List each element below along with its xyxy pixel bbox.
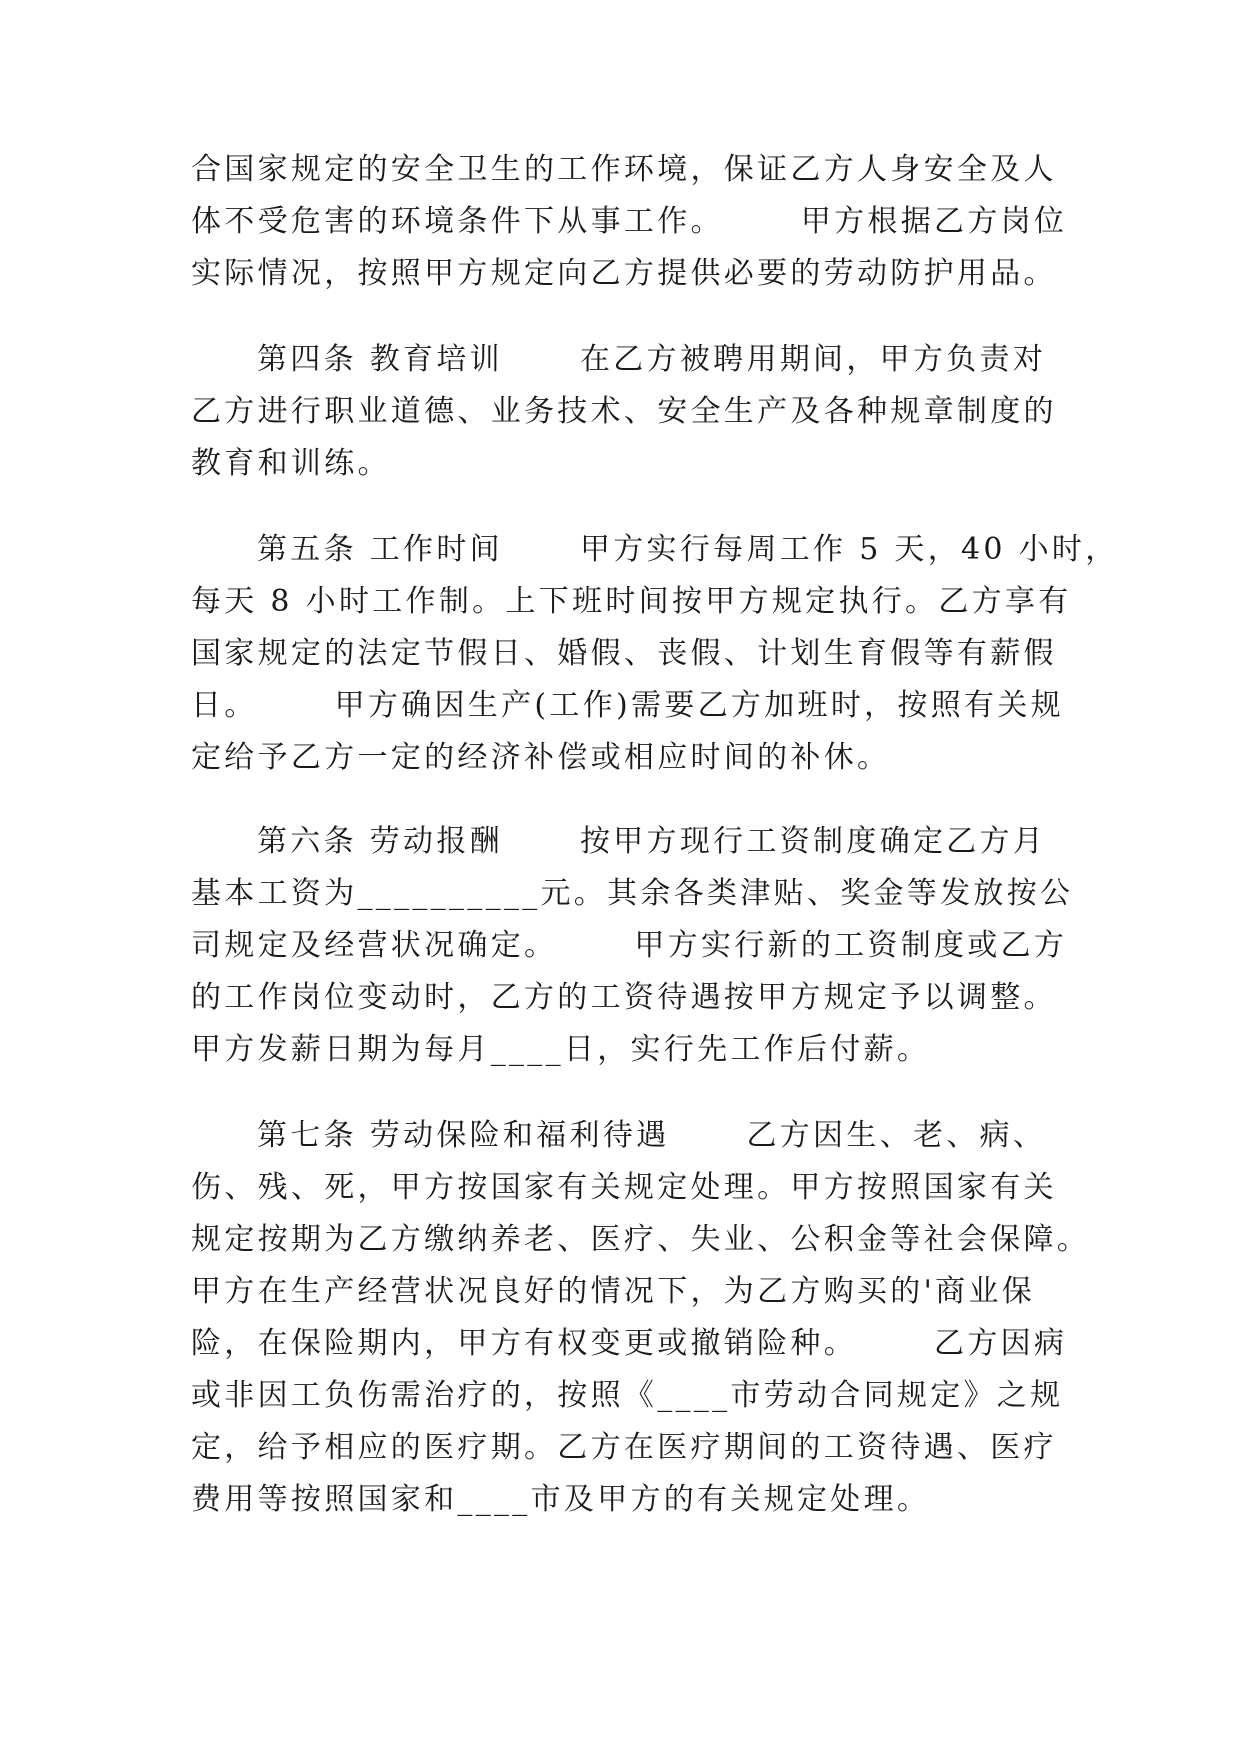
text-line: 险，在保险期内，甲方有权变更或撤销险种。 乙方因病 [191,1326,1068,1361]
text-line: 日。 甲方确因生产(工作)需要乙方加班时，按照有关规 [191,688,1064,723]
text-line: 教育和训练。 [191,446,391,481]
text-line: 或非因工负伤需治疗的，按照《____市劳动合同规定》之规 [191,1378,1064,1413]
text-line: 定给予乙方一定的经济补偿或相应时间的补休。 [191,740,891,775]
text-line: 实际情况，按照甲方规定向乙方提供必要的劳动防护用品。 [191,256,1057,291]
text-line: 费用等按照国家和____市及甲方的有关规定处理。 [191,1482,931,1517]
text-line: 甲方在生产经营状况良好的情况下，为乙方购买的'商业保 [191,1274,1036,1309]
text-line: 规定按期为乙方缴纳养老、医疗、失业、公积金等社会保障。 [191,1222,1091,1257]
text-line: 的工作岗位变动时，乙方的工资待遇按甲方规定予以调整。 [191,980,1057,1015]
text-line: 国家规定的法定节假日、婚假、丧假、计划生育假等有薪假 [191,636,1057,671]
text-line: 基本工资为__________元。其余各类津贴、奖金等发放按公 [191,876,1074,911]
article-5-heading-line: 第五条 工作时间 甲方实行每周工作 5 天，40 小时， [257,532,1119,567]
text-line: 伤、残、死，甲方按国家有关规定处理。甲方按照国家有关 [191,1170,1057,1205]
text-line: 体不受危害的环境条件下从事工作。 甲方根据乙方岗位 [191,204,1068,239]
text-line: 甲方发薪日期为每月____日，实行先工作后付薪。 [191,1032,931,1067]
text-line: 司规定及经营状况确定。 甲方实行新的工资制度或乙方 [191,928,1068,963]
text-line: 定，给予相应的医疗期。乙方在医疗期间的工资待遇、医疗 [191,1430,1057,1465]
article-4-heading-line: 第四条 教育培训 在乙方被聘用期间，甲方负责对 [257,342,1047,377]
article-7-heading-line: 第七条 劳动保险和福利待遇 乙方因生、老、病、 [257,1118,1047,1153]
text-line: 合国家规定的安全卫生的工作环境，保证乙方人身安全及人 [191,152,1057,187]
text-line: 每天 8 小时工作制。上下班时间按甲方规定执行。乙方享有 [191,584,1072,619]
article-6-heading-line: 第六条 劳动报酬 按甲方现行工资制度确定乙方月 [257,824,1047,859]
text-line: 乙方进行职业道德、业务技术、安全生产及各种规章制度的 [191,394,1057,429]
